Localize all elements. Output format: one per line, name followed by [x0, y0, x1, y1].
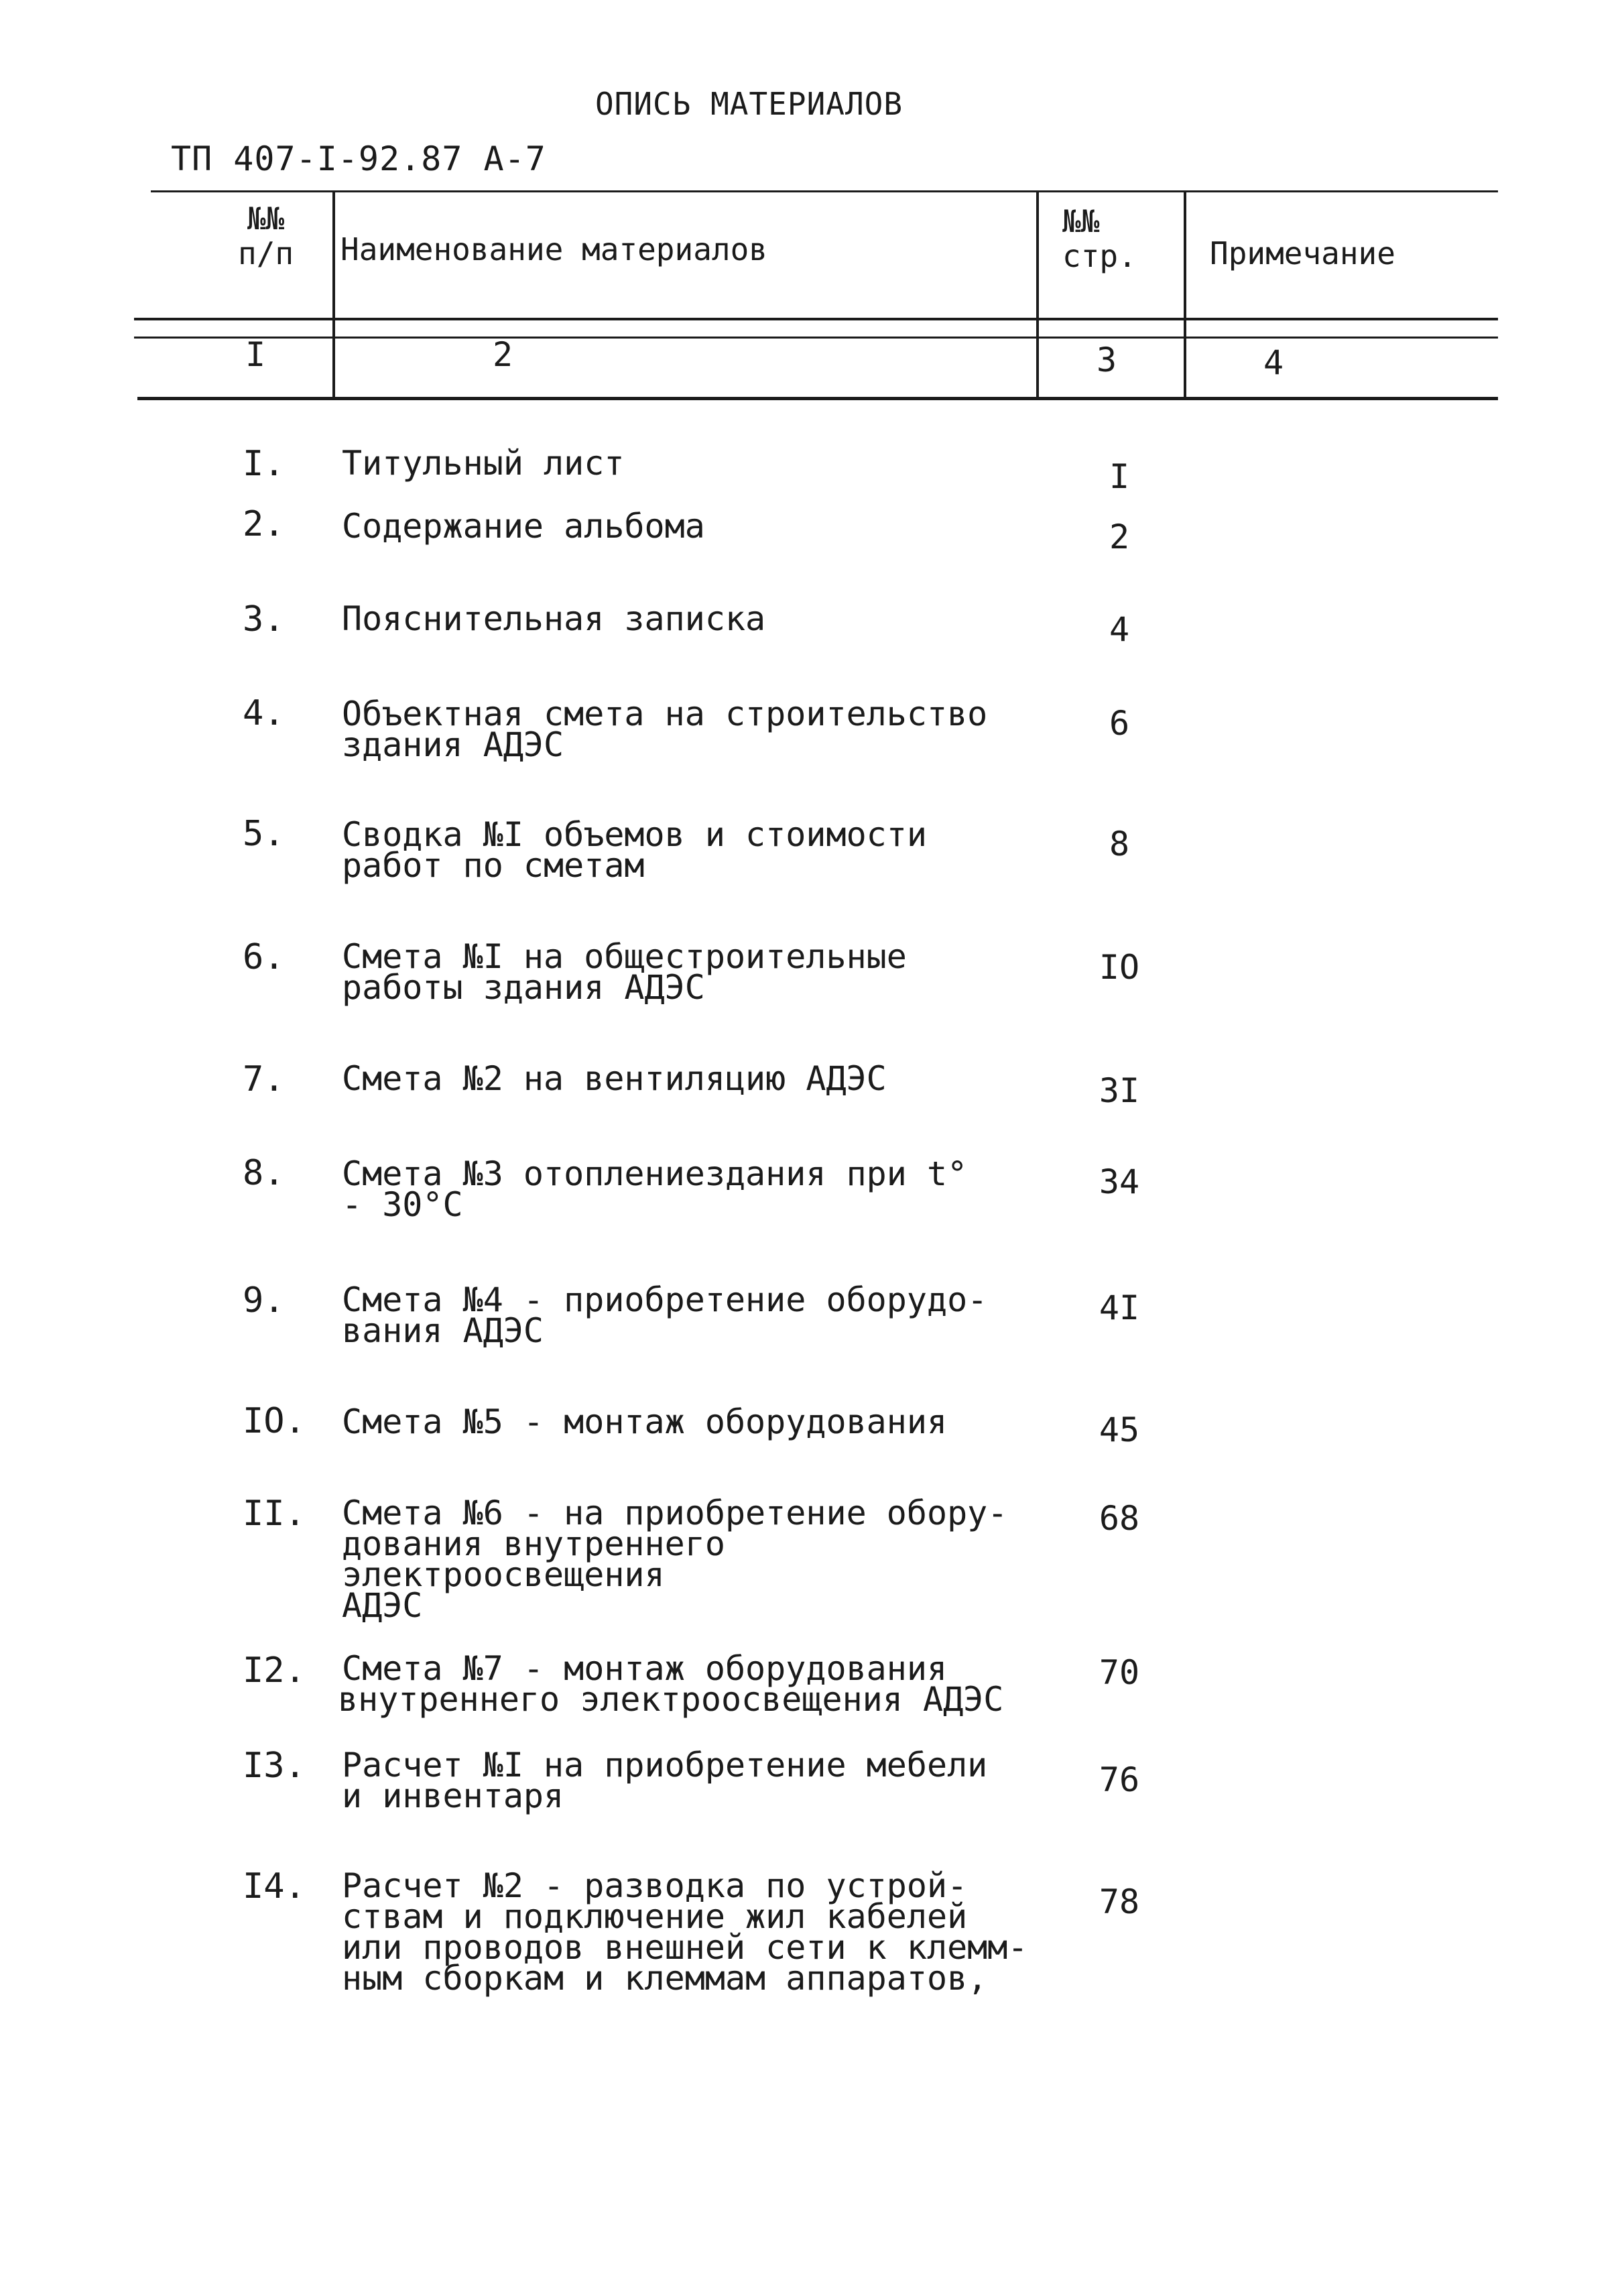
row-title [342, 1866, 1066, 1998]
column-number-1: I [245, 335, 266, 374]
row-line: АДЭС [342, 1586, 423, 1625]
row-page: I [1109, 457, 1130, 496]
row-line: Сводка №I объемов и стоимости [342, 815, 927, 854]
row-title [342, 1154, 1066, 1224]
row-page: 78 [1099, 1882, 1140, 1921]
header-bottom-rule [134, 318, 1498, 320]
row-title [342, 1494, 1066, 1625]
row-page: IO [1099, 948, 1140, 987]
row-number: I3. [243, 1746, 306, 1786]
column-divider-2 [1036, 190, 1039, 397]
row-line: Смета №I на общестроительные [342, 937, 907, 976]
row-title [338, 1649, 1066, 1719]
column-number-top-rule [134, 337, 1498, 339]
document-code: ТП 407-I-92.87 А-7 [171, 139, 546, 178]
header-number [238, 201, 294, 271]
row-line: вания АДЭС [342, 1311, 544, 1350]
table-bottom-rule [137, 397, 1498, 400]
column-number-2: 2 [493, 335, 513, 374]
row-number: I. [243, 444, 285, 484]
row-number: I2. [243, 1650, 306, 1691]
row-number: 4. [243, 693, 285, 733]
header-name: Наименование материалов [340, 231, 767, 267]
row-line: - 30°C [342, 1185, 463, 1224]
row-title [342, 1280, 1066, 1350]
row-page: 6 [1109, 704, 1130, 743]
row-number: 9. [243, 1280, 285, 1321]
row-page: 34 [1099, 1162, 1140, 1201]
row-number: 7. [243, 1059, 285, 1099]
header-page [1062, 204, 1137, 274]
row-title [342, 507, 1066, 546]
row-line: ствам и подключение жил кабелей [342, 1897, 968, 1936]
row-line: внутреннего электроосвещения АДЭС [338, 1680, 1004, 1719]
row-line: Содержание альбома [342, 507, 705, 546]
row-page: 45 [1099, 1410, 1140, 1449]
header-note: Примечание [1210, 235, 1395, 271]
row-line: или проводов внешней сети к клемм- [342, 1928, 1028, 1967]
row-line: работ по сметам [342, 846, 645, 885]
column-divider-3 [1184, 190, 1186, 397]
row-title [342, 599, 1066, 638]
row-page: 4 [1109, 610, 1130, 649]
row-page: 68 [1099, 1499, 1140, 1538]
row-line: здания АДЭС [342, 725, 564, 764]
page-title: ОПИСЬ МАТЕРИАЛОВ [595, 86, 903, 122]
column-number-3: 3 [1097, 341, 1117, 379]
row-line: Смета №7 - монтаж оборудования [342, 1649, 948, 1688]
row-page: 76 [1099, 1760, 1140, 1799]
row-title [342, 815, 1066, 885]
row-title [342, 1746, 1066, 1815]
row-title [342, 1402, 1066, 1441]
row-page: 70 [1099, 1653, 1140, 1692]
row-line: Расчет №2 - разводка по устрой- [342, 1866, 968, 1905]
row-line: Объектная смета на строительство [342, 694, 988, 733]
row-number: 2. [243, 504, 285, 544]
header-number-line-1: №№ [247, 200, 285, 237]
header-page-line-1: №№ [1062, 203, 1100, 239]
row-number: 8. [243, 1153, 285, 1193]
row-title [342, 694, 1066, 764]
row-line: Смета №3 отоплениездания при t° [342, 1154, 968, 1193]
row-line: Смета №6 - на приобретение обору- [342, 1494, 1008, 1532]
row-line: Смета №5 - монтаж оборудования [342, 1402, 948, 1441]
row-number: IO. [243, 1401, 306, 1441]
row-line: дования внутреннего электроосвещения [342, 1524, 725, 1594]
column-divider-1 [332, 190, 335, 397]
row-page: 8 [1109, 825, 1130, 863]
row-line: Пояснительная записка [342, 599, 766, 638]
row-line: Смета №2 на вентиляцию АДЭС [342, 1059, 887, 1098]
row-number: 3. [243, 599, 285, 640]
row-title [342, 937, 1066, 1007]
row-page: 4I [1099, 1288, 1140, 1327]
row-title [342, 1059, 1066, 1098]
row-line: работы здания АДЭС [342, 968, 705, 1007]
row-title [342, 444, 1066, 483]
row-line: Расчет №I на приобретение мебели [342, 1746, 988, 1785]
row-page: 3I [1099, 1071, 1140, 1110]
row-number: II. [243, 1494, 306, 1534]
row-line: Титульный лист [342, 444, 625, 483]
table-top-rule [151, 190, 1498, 192]
column-number-4: 4 [1263, 343, 1284, 382]
row-line: ным сборкам и клеммам аппаратов, [342, 1959, 988, 1998]
row-number: I4. [243, 1866, 306, 1907]
row-page: 2 [1109, 518, 1130, 556]
header-page-line-2: стр. [1062, 238, 1137, 274]
row-line: и инвентаря [342, 1776, 564, 1815]
header-number-line-2: п/п [238, 235, 294, 271]
row-number: 5. [243, 814, 285, 854]
row-number: 6. [243, 937, 285, 977]
row-line: Смета №4 - приобретение оборудо- [342, 1280, 988, 1319]
